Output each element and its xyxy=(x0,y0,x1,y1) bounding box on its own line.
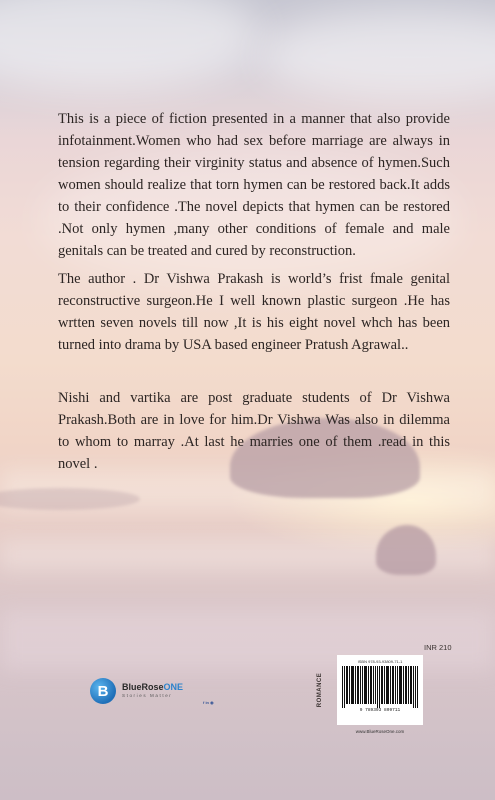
blurb-paragraph-1: This is a piece of fiction presented in a manner that also provide infotainment.Women who had sex before marriage are always in tension regarding their virginity status and absence of hymen.Such women should realize that torn hymen can be restored back.It adds to their confidence .The novel depicts that hymen can be restored .Not only hymen ,many other conditions of female and male genitals can be treated and cured by reconstruction. xyxy=(58,111,450,259)
publisher-wordmark xyxy=(122,683,183,699)
isbn-label: ISBN 978-93-93809-71-1 xyxy=(357,659,403,664)
publisher-website: www.BlueRoseOne.com xyxy=(355,729,405,734)
cloud-decoration xyxy=(260,10,495,100)
bluerose-logo-icon: B xyxy=(90,678,116,704)
publisher-name xyxy=(122,683,183,692)
island-rock-small xyxy=(376,525,436,575)
genre-label: ROMANCE xyxy=(317,672,323,708)
blurb-paragraph-3: Nishi and vartika are post graduate students of Dr Vishwa Prakash.Both are in love for him.Dr Vishwa Was also in dilemma to whom to marray .At last he marries one of them .read in this novel . xyxy=(58,390,450,472)
isbn-barcode-box xyxy=(337,655,423,725)
barcode-icon xyxy=(342,666,418,708)
blurb-paragraph-2: The author . Dr Vishwa Prakash is world’s frist fmale genital reconstructive surgeon.He I well known plastic surgeon .He has wrtten seven novels till now ,It is his eight novel whch has been turned into drama by USA based engineer Pratush Agrawal.. xyxy=(58,271,450,353)
isbn-digits: 9 789393 809711 xyxy=(359,708,401,713)
publisher-logo xyxy=(90,673,230,709)
publisher-name-main: BlueRose xyxy=(122,682,164,693)
publisher-tagline: Stories Matter xyxy=(122,693,173,699)
publisher-name-accent: ONE xyxy=(163,682,184,693)
cloud-decoration xyxy=(0,0,260,90)
price-label: INR 210 xyxy=(424,643,452,652)
social-icons: f in ◉ xyxy=(203,700,214,705)
